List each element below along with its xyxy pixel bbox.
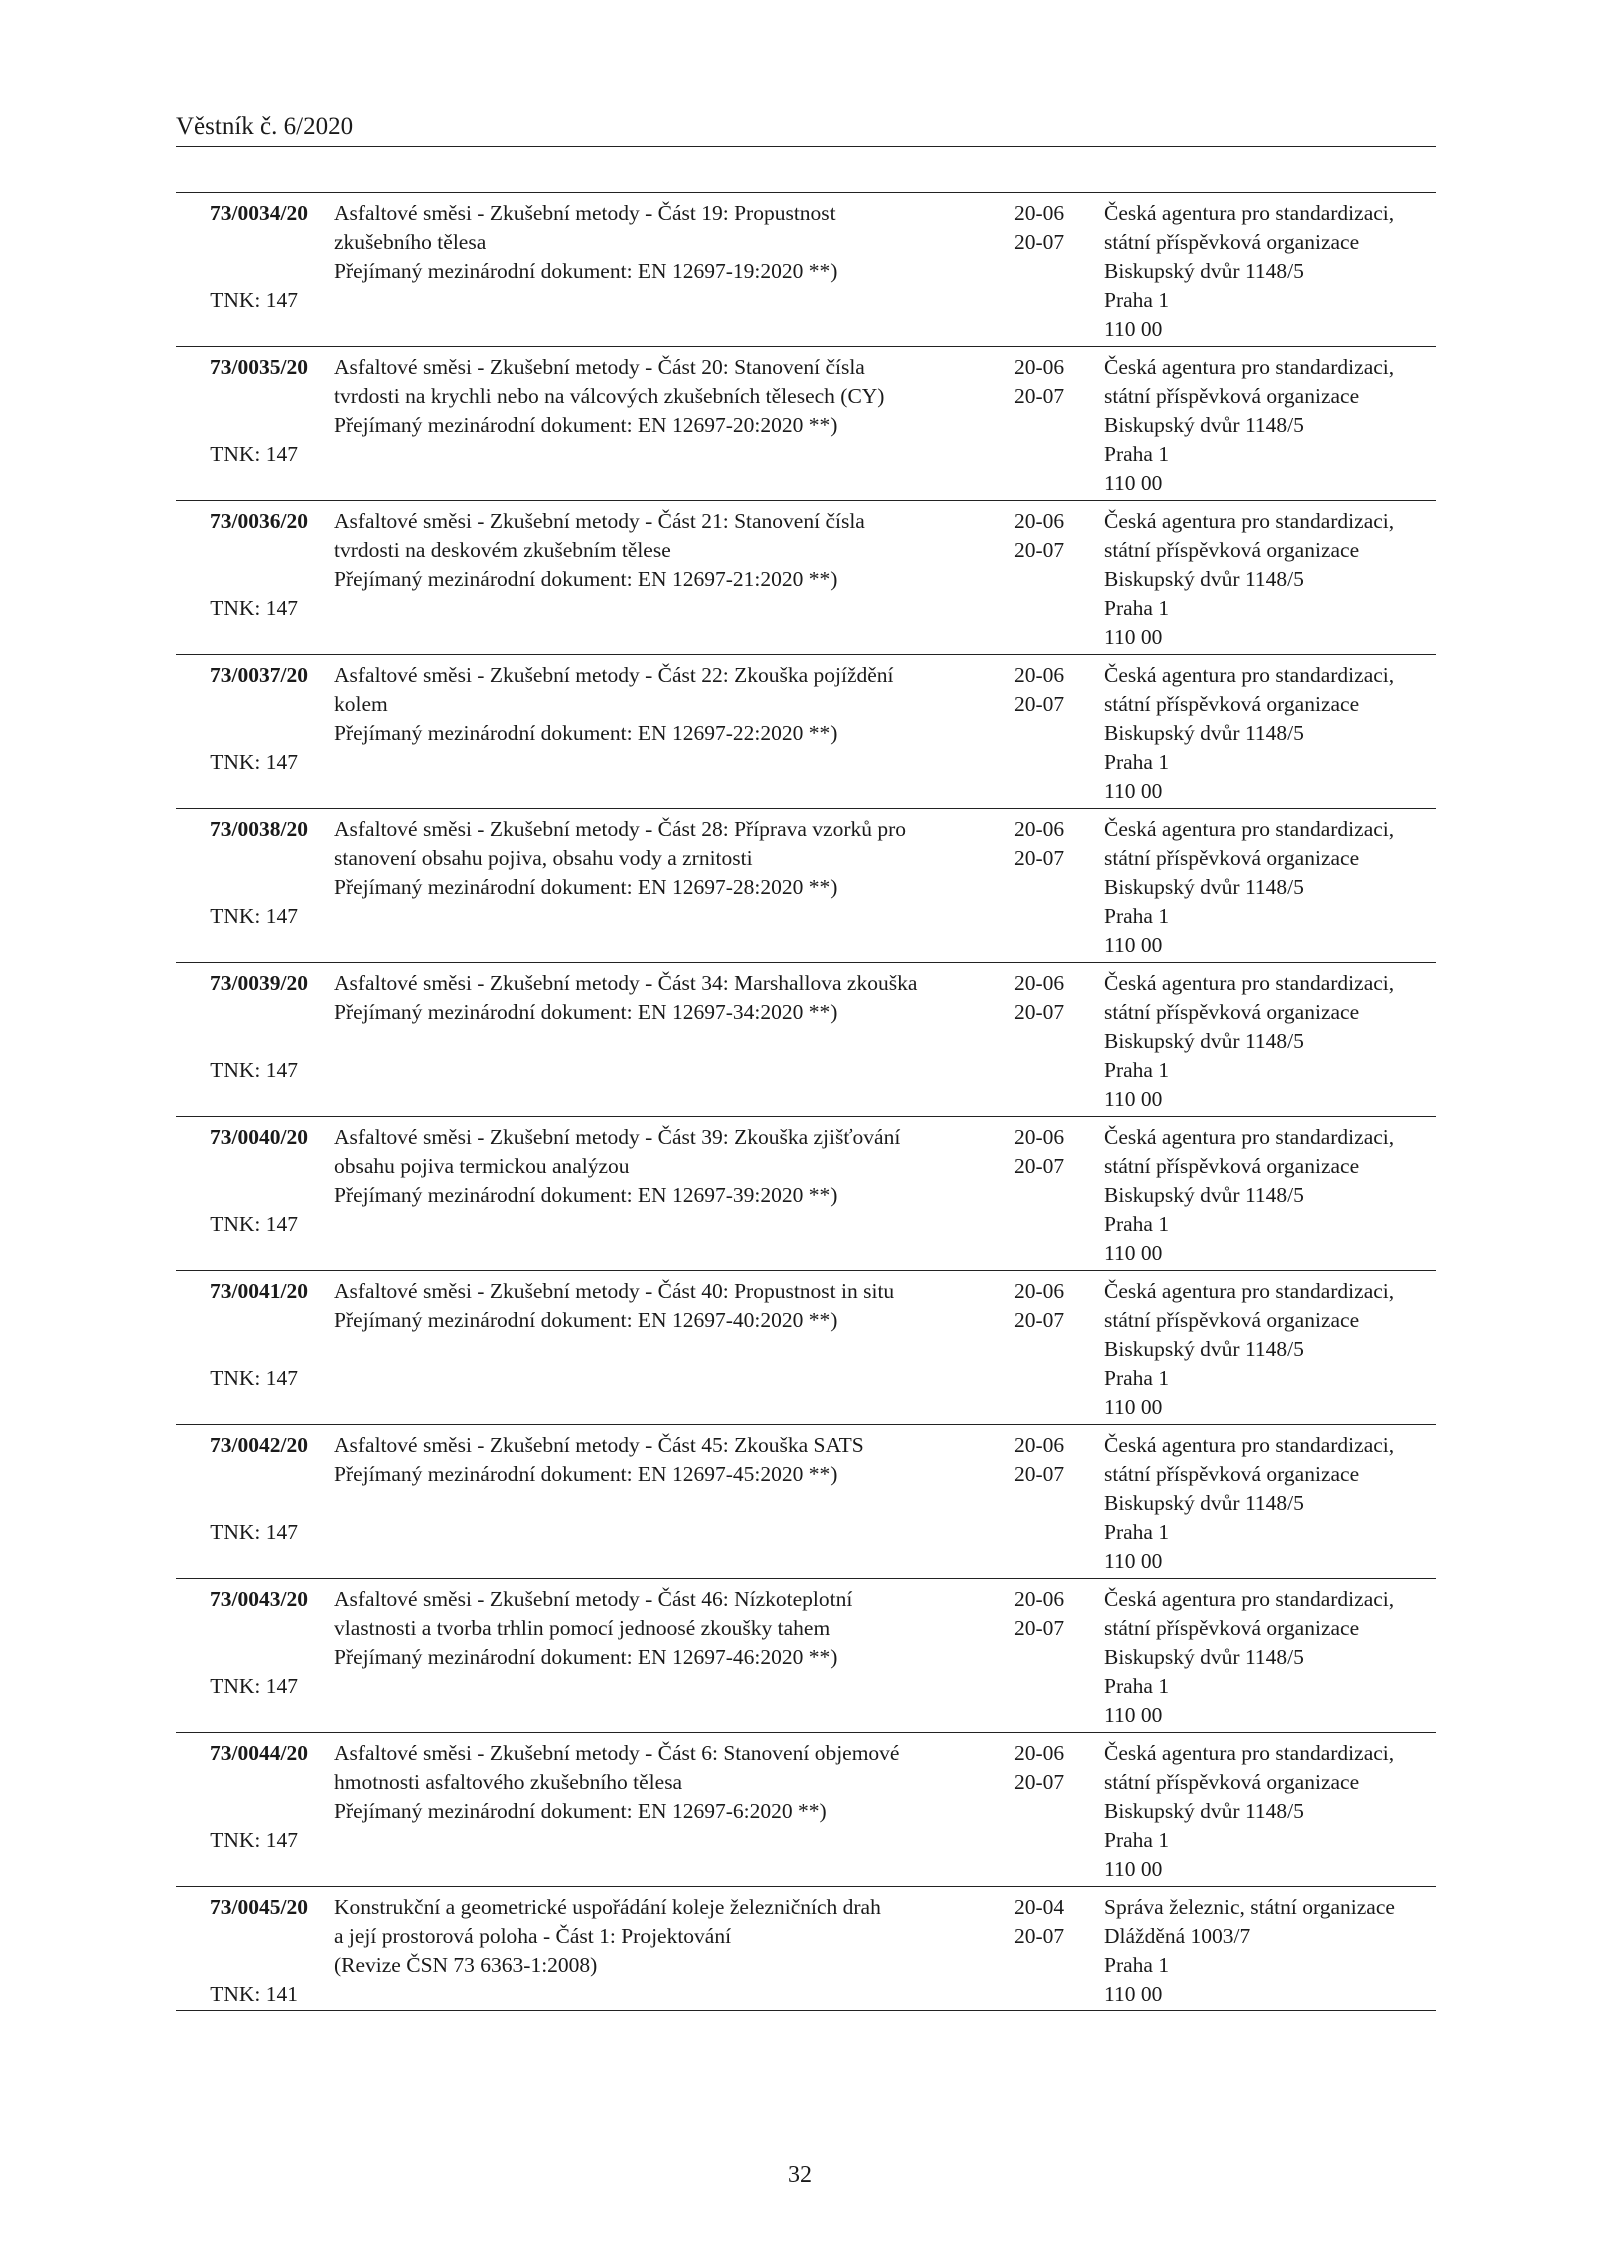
- title-line: Asfaltové směsi - Zkušební metody - Část 28: Příprava vzorků pro: [334, 817, 907, 841]
- date-value: 20-06: [1014, 1433, 1065, 1457]
- date-value: 20-06: [1014, 201, 1065, 225]
- dates: [1014, 1431, 1094, 1489]
- standard-number: 73/0043/20: [210, 1587, 308, 1611]
- title-line: Přejímaný mezinárodní dokument: EN 12697-28:2020 **): [334, 875, 838, 899]
- org-line: Praha 1: [1104, 904, 1170, 928]
- standard-title: [334, 1277, 994, 1335]
- org-line: Biskupský dvůr 1148/5: [1104, 1183, 1304, 1207]
- date-value: 20-04: [1014, 1895, 1065, 1919]
- dates: [1014, 1585, 1094, 1643]
- title-line: Asfaltové směsi - Zkušební metody - Část 19: Propustnost: [334, 201, 836, 225]
- standard-entry: [176, 655, 1436, 809]
- org-line: Česká agentura pro standardizaci,: [1104, 1433, 1395, 1457]
- org-line: Česká agentura pro standardizaci,: [1104, 971, 1395, 995]
- processor-organization: [1104, 1739, 1444, 1884]
- org-line: Praha 1: [1104, 1366, 1170, 1390]
- title-line: obsahu pojiva termickou analýzou: [334, 1154, 630, 1178]
- org-line: Česká agentura pro standardizaci,: [1104, 817, 1395, 841]
- org-line: 110 00: [1104, 1087, 1163, 1111]
- org-line: Česká agentura pro standardizaci,: [1104, 1741, 1395, 1765]
- tnk-label: TNK: 147: [210, 442, 298, 466]
- dates: [1014, 661, 1094, 719]
- date-value: 20-07: [1014, 1000, 1065, 1024]
- standard-number: 73/0034/20: [210, 201, 308, 225]
- standard-number: 73/0038/20: [210, 817, 308, 841]
- org-line: 110 00: [1104, 1982, 1163, 2006]
- processor-organization: [1104, 199, 1444, 344]
- org-line: Biskupský dvůr 1148/5: [1104, 259, 1304, 283]
- standard-title: [334, 661, 994, 748]
- title-line: Přejímaný mezinárodní dokument: EN 12697-46:2020 **): [334, 1645, 838, 1669]
- standard-title: [334, 1893, 994, 1980]
- title-line: (Revize ČSN 73 6363-1:2008): [334, 1953, 598, 1977]
- standard-number: 73/0040/20: [210, 1125, 308, 1149]
- date-value: 20-07: [1014, 846, 1065, 870]
- org-line: Česká agentura pro standardizaci,: [1104, 663, 1395, 687]
- date-value: 20-07: [1014, 692, 1065, 716]
- title-line: Přejímaný mezinárodní dokument: EN 12697-45:2020 **): [334, 1462, 838, 1486]
- org-line: Česká agentura pro standardizaci,: [1104, 1279, 1395, 1303]
- title-line: stanovení obsahu pojiva, obsahu vody a zrnitosti: [334, 846, 753, 870]
- title-line: Asfaltové směsi - Zkušební metody - Část 34: Marshallova zkouška: [334, 971, 918, 995]
- title-line: Přejímaný mezinárodní dokument: EN 12697-40:2020 **): [334, 1308, 838, 1332]
- title-line: vlastnosti a tvorba trhlin pomocí jednoosé zkoušky tahem: [334, 1616, 831, 1640]
- tnk-label: TNK: 147: [210, 1212, 298, 1236]
- org-line: 110 00: [1104, 933, 1163, 957]
- title-line: Přejímaný mezinárodní dokument: EN 12697-34:2020 **): [334, 1000, 838, 1024]
- standard-title: [334, 1585, 994, 1672]
- standard-entry: [176, 501, 1436, 655]
- tnk-label: TNK: 147: [210, 904, 298, 928]
- page-header: [176, 112, 1436, 147]
- standard-number: 73/0036/20: [210, 509, 308, 533]
- title-line: hmotnosti asfaltového zkušebního tělesa: [334, 1770, 683, 1794]
- date-value: 20-06: [1014, 509, 1065, 533]
- org-line: Praha 1: [1104, 750, 1170, 774]
- title-line: Asfaltové směsi - Zkušební metody - Část 22: Zkouška pojíždění: [334, 663, 894, 687]
- title-line: Přejímaný mezinárodní dokument: EN 12697-22:2020 **): [334, 721, 838, 745]
- org-line: státní příspěvková organizace: [1104, 1000, 1360, 1024]
- title-line: Asfaltové směsi - Zkušební metody - Část 21: Stanovení čísla: [334, 509, 865, 533]
- org-line: 110 00: [1104, 1241, 1163, 1265]
- org-line: 110 00: [1104, 1395, 1163, 1419]
- tnk-label: TNK: 147: [210, 1058, 298, 1082]
- standard-number: 73/0035/20: [210, 355, 308, 379]
- org-line: Správa železnic, státní organizace: [1104, 1895, 1395, 1919]
- date-value: 20-06: [1014, 1741, 1065, 1765]
- org-line: Biskupský dvůr 1148/5: [1104, 721, 1304, 745]
- date-value: 20-07: [1014, 384, 1065, 408]
- standard-title: [334, 353, 994, 440]
- org-line: Biskupský dvůr 1148/5: [1104, 1645, 1304, 1669]
- standard-entry: [176, 809, 1436, 963]
- processor-organization: [1104, 1431, 1444, 1576]
- title-line: tvrdosti na krychli nebo na válcových zkušebních tělesech (CY): [334, 384, 885, 408]
- page-number: 32: [788, 2162, 812, 2188]
- title-line: a její prostorová poloha - Část 1: Projektování: [334, 1924, 732, 1948]
- standard-title: [334, 199, 994, 286]
- standard-number: 73/0045/20: [210, 1895, 308, 1919]
- org-line: 110 00: [1104, 779, 1163, 803]
- title-line: Přejímaný mezinárodní dokument: EN 12697-6:2020 **): [334, 1799, 827, 1823]
- dates: [1014, 1123, 1094, 1181]
- title-line: Asfaltové směsi - Zkušební metody - Část 39: Zkouška zjišťování: [334, 1125, 901, 1149]
- standard-number: 73/0044/20: [210, 1741, 308, 1765]
- tnk-label: TNK: 147: [210, 288, 298, 312]
- date-value: 20-07: [1014, 538, 1065, 562]
- title-line: kolem: [334, 692, 388, 716]
- org-line: Praha 1: [1104, 1520, 1170, 1544]
- org-line: Česká agentura pro standardizaci,: [1104, 355, 1395, 379]
- dates: [1014, 815, 1094, 873]
- date-value: 20-06: [1014, 355, 1065, 379]
- title-line: tvrdosti na deskovém zkušebním tělese: [334, 538, 671, 562]
- tnk-label: TNK: 147: [210, 750, 298, 774]
- standard-title: [334, 815, 994, 902]
- org-line: Biskupský dvůr 1148/5: [1104, 567, 1304, 591]
- standard-number: 73/0042/20: [210, 1433, 308, 1457]
- standard-entry: [176, 1887, 1436, 2011]
- org-line: 110 00: [1104, 1857, 1163, 1881]
- standard-number: 73/0039/20: [210, 971, 308, 995]
- standard-number: 73/0037/20: [210, 663, 308, 687]
- date-value: 20-07: [1014, 1924, 1065, 1948]
- dates: [1014, 969, 1094, 1027]
- date-value: 20-07: [1014, 1308, 1065, 1332]
- org-line: 110 00: [1104, 471, 1163, 495]
- org-line: Praha 1: [1104, 1212, 1170, 1236]
- org-line: státní příspěvková organizace: [1104, 1462, 1360, 1486]
- dates: [1014, 507, 1094, 565]
- title-line: zkušebního tělesa: [334, 230, 487, 254]
- dates: [1014, 1893, 1094, 1951]
- title-line: Asfaltové směsi - Zkušební metody - Část 40: Propustnost in situ: [334, 1279, 895, 1303]
- standard-entry: [176, 1117, 1436, 1271]
- dates: [1014, 199, 1094, 257]
- org-line: státní příspěvková organizace: [1104, 692, 1360, 716]
- org-line: 110 00: [1104, 625, 1163, 649]
- dates: [1014, 353, 1094, 411]
- standard-title: [334, 1739, 994, 1826]
- date-value: 20-07: [1014, 1770, 1065, 1794]
- org-line: Praha 1: [1104, 1058, 1170, 1082]
- date-value: 20-06: [1014, 1587, 1065, 1611]
- org-line: Praha 1: [1104, 1953, 1170, 1977]
- date-value: 20-06: [1014, 1125, 1065, 1149]
- org-line: Praha 1: [1104, 596, 1170, 620]
- title-line: Konstrukční a geometrické uspořádání koleje železničních drah: [334, 1895, 881, 1919]
- date-value: 20-07: [1014, 1616, 1065, 1640]
- org-line: Biskupský dvůr 1148/5: [1104, 875, 1304, 899]
- standard-number: 73/0041/20: [210, 1279, 308, 1303]
- dates: [1014, 1739, 1094, 1797]
- org-line: státní příspěvková organizace: [1104, 1308, 1360, 1332]
- journal-title: Věstník č. 6/2020: [176, 113, 354, 140]
- date-value: 20-06: [1014, 663, 1065, 687]
- standard-entry: [176, 193, 1436, 347]
- processor-organization: [1104, 1123, 1444, 1268]
- title-line: Přejímaný mezinárodní dokument: EN 12697-20:2020 **): [334, 413, 838, 437]
- org-line: státní příspěvková organizace: [1104, 230, 1360, 254]
- processor-organization: [1104, 1277, 1444, 1422]
- org-line: státní příspěvková organizace: [1104, 846, 1360, 870]
- org-line: Praha 1: [1104, 442, 1170, 466]
- org-line: státní příspěvková organizace: [1104, 1616, 1360, 1640]
- date-value: 20-07: [1014, 1462, 1065, 1486]
- processor-organization: [1104, 661, 1444, 806]
- processor-organization: [1104, 969, 1444, 1114]
- processor-organization: [1104, 815, 1444, 960]
- title-line: Přejímaný mezinárodní dokument: EN 12697-19:2020 **): [334, 259, 838, 283]
- processor-organization: [1104, 1893, 1444, 2009]
- title-line: Asfaltové směsi - Zkušební metody - Část 20: Stanovení čísla: [334, 355, 865, 379]
- processor-organization: [1104, 1585, 1444, 1730]
- title-line: Asfaltové směsi - Zkušební metody - Část 6: Stanovení objemové: [334, 1741, 900, 1765]
- date-value: 20-07: [1014, 230, 1065, 254]
- org-line: Česká agentura pro standardizaci,: [1104, 201, 1395, 225]
- standard-title: [334, 969, 994, 1027]
- org-line: Česká agentura pro standardizaci,: [1104, 1125, 1395, 1149]
- standard-entry: [176, 347, 1436, 501]
- date-value: 20-06: [1014, 971, 1065, 995]
- org-line: státní příspěvková organizace: [1104, 538, 1360, 562]
- title-line: Přejímaný mezinárodní dokument: EN 12697-39:2020 **): [334, 1183, 838, 1207]
- org-line: 110 00: [1104, 1549, 1163, 1573]
- standard-entry: [176, 1271, 1436, 1425]
- org-line: státní příspěvková organizace: [1104, 384, 1360, 408]
- dates: [1014, 1277, 1094, 1335]
- title-line: Asfaltové směsi - Zkušební metody - Část 45: Zkouška SATS: [334, 1433, 864, 1457]
- standard-entry: [176, 1733, 1436, 1887]
- date-value: 20-06: [1014, 1279, 1065, 1303]
- tnk-label: TNK: 147: [210, 1366, 298, 1390]
- org-line: Česká agentura pro standardizaci,: [1104, 509, 1395, 533]
- processor-organization: [1104, 507, 1444, 652]
- org-line: Praha 1: [1104, 1674, 1170, 1698]
- tnk-label: TNK: 147: [210, 596, 298, 620]
- org-line: Biskupský dvůr 1148/5: [1104, 1029, 1304, 1053]
- org-line: státní příspěvková organizace: [1104, 1154, 1360, 1178]
- org-line: Praha 1: [1104, 288, 1170, 312]
- org-line: Biskupský dvůr 1148/5: [1104, 1799, 1304, 1823]
- tnk-label: TNK: 147: [210, 1520, 298, 1544]
- org-line: Česká agentura pro standardizaci,: [1104, 1587, 1395, 1611]
- processor-organization: [1104, 353, 1444, 498]
- org-line: státní příspěvková organizace: [1104, 1770, 1360, 1794]
- standard-title: [334, 1431, 994, 1489]
- standards-list: [176, 192, 1436, 2011]
- org-line: Praha 1: [1104, 1828, 1170, 1852]
- date-value: 20-06: [1014, 817, 1065, 841]
- tnk-label: TNK: 147: [210, 1674, 298, 1698]
- tnk-label: TNK: 147: [210, 1828, 298, 1852]
- org-line: 110 00: [1104, 317, 1163, 341]
- standard-entry: [176, 1579, 1436, 1733]
- org-line: Biskupský dvůr 1148/5: [1104, 1491, 1304, 1515]
- standard-title: [334, 507, 994, 594]
- org-line: 110 00: [1104, 1703, 1163, 1727]
- org-line: Dlážděná 1003/7: [1104, 1924, 1251, 1948]
- org-line: Biskupský dvůr 1148/5: [1104, 413, 1304, 437]
- title-line: Asfaltové směsi - Zkušební metody - Část 46: Nízkoteplotní: [334, 1587, 853, 1611]
- standard-entry: [176, 1425, 1436, 1579]
- org-line: Biskupský dvůr 1148/5: [1104, 1337, 1304, 1361]
- title-line: Přejímaný mezinárodní dokument: EN 12697-21:2020 **): [334, 567, 838, 591]
- standard-entry: [176, 963, 1436, 1117]
- standard-title: [334, 1123, 994, 1210]
- tnk-label: TNK: 141: [210, 1982, 298, 2006]
- date-value: 20-07: [1014, 1154, 1065, 1178]
